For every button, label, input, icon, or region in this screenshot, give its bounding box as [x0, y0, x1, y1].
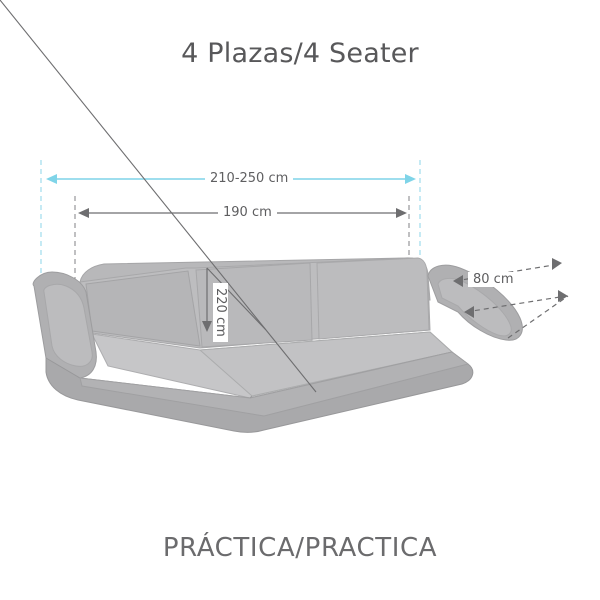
dimension-label-seat-width: 190 cm [218, 205, 277, 220]
page-title: 4 Plazas/4 Seater [181, 38, 419, 69]
page-footer-brand: PRÁCTICA/PRACTICA [162, 533, 438, 563]
dimension-label-drop-height: 220 cm [213, 283, 228, 342]
dimension-label-depth: 80 cm [468, 272, 519, 287]
dimension-label-total-width: 210-250 cm [205, 171, 293, 186]
